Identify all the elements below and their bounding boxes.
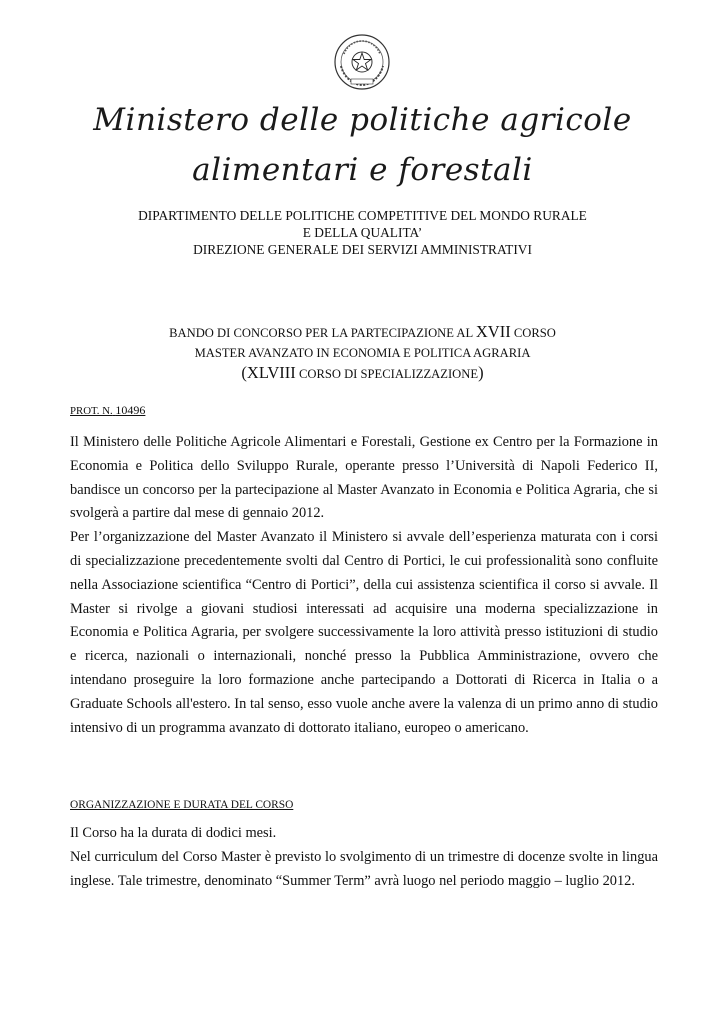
protocol-number	[70, 403, 145, 418]
republic-emblem-icon	[332, 32, 392, 92]
paragraph: Per l’organizzazione del Master Avanzato il Ministero si avvale dell’esperienza maturata con i corsi di specializzazione precedentemente svolti dal Centro di Portici, le cui professionalità sono confluite nella Associazione scientifica “Centro di Portici”, della cui assistenza scientifica il corso si avvale. Il Master si rivolge a giovani studiosi interessati ad acquisire una moderna specializzazione in Economia e Politica Agraria, per svolgere successivamente la loro attività presso istituzioni di studio e ricerca, nazionali o internazionali, nonché presso la Pubblica Amministrazione, ovvero che intendano proseguire la loro formazione anche partecipando a Dottorati di Ricerca in Italia o a Graduate Schools all'estero. In tal senso, esso vuole anche avere la valenza di un primo anno di studio intensivo di un programma avanzato di dottorato italiano, europeo o americano.	[70, 529, 658, 736]
title-text: CORSO	[510, 326, 556, 340]
title-text: CORSO DI SPECIALIZZAZIONE	[295, 367, 479, 381]
department-line-3: DIREZIONE GENERALE DEI SERVIZI AMMINISTRATIVI	[193, 242, 532, 257]
ministry-name-line-2: alimentari e forestali	[192, 152, 533, 188]
paragraph: Il Corso ha la durata di dodici mesi.	[70, 825, 277, 841]
course-number: XVII	[475, 322, 511, 341]
intro-text	[70, 431, 658, 740]
protocol-label: PROT. N.	[70, 405, 113, 417]
paragraph: Nel curriculum del Corso Master è previsto lo svolgimento di un trimestre di docenze svolte in lingua inglese. Tale trimestre, denominato “Summer Term” avrà luogo nel periodo maggio – luglio 2012.	[70, 848, 658, 889]
title-text: BANDO DI CONCORSO PER LA PARTECIPAZIONE AL	[169, 326, 476, 340]
competition-title-line-3	[0, 363, 725, 384]
specialization-number: (XLVIII	[241, 363, 296, 382]
ministry-name-line-1: Ministero delle politiche agricole	[93, 102, 632, 138]
competition-title	[0, 322, 725, 384]
protocol-value: 10496	[115, 403, 146, 417]
competition-title-line-2: MASTER AVANZATO IN ECONOMIA E POLITICA AGRARIA	[194, 346, 531, 360]
closing-paren: )	[478, 363, 484, 382]
paragraph: Il Ministero delle Politiche Agricole Alimentari e Forestali, Gestione ex Centro per la Formazione in Economia e Politica dello Sviluppo Rurale, operante presso l’Università di Napoli Federico II, bandisce un concorso per la partecipazione al Master Avanzato in Economia e Politica Agraria, che si svolgerà a partire dal mese di gennaio 2012.	[70, 434, 658, 522]
department-line-2: E DELLA QUALITA’	[302, 225, 423, 240]
section-text	[70, 822, 658, 893]
department-block	[0, 207, 725, 258]
competition-title-line-1	[0, 322, 725, 343]
section-heading: ORGANIZZAZIONE E DURATA DEL CORSO	[70, 799, 294, 811]
department-line-1: DIPARTIMENTO DELLE POLITICHE COMPETITIVE DEL MONDO RURALE	[138, 208, 587, 223]
